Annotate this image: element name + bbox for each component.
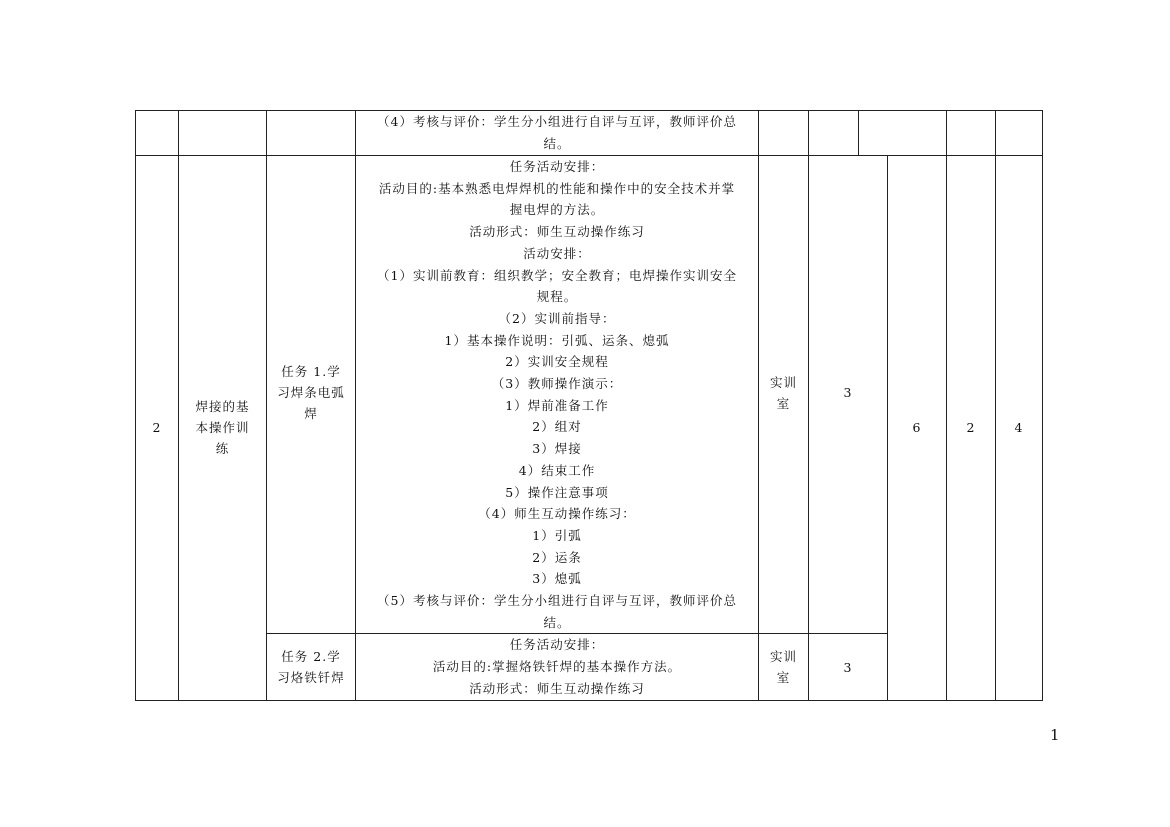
- cell-empty: [996, 111, 1043, 156]
- content-line: 1）引弧: [532, 527, 582, 543]
- content-line: 规程。: [536, 289, 578, 305]
- content-line: 3）熄弧: [532, 571, 582, 587]
- content-line: 活动目的:基本熟悉电焊焊机的性能和操作中的安全技术并掌: [378, 180, 736, 196]
- content-line: 1）基本操作说明：引弧、运条、熄弧: [444, 332, 670, 348]
- task1-place: [759, 156, 809, 634]
- content-line: （4）师生互动操作练习：: [478, 506, 636, 522]
- teaching-plan-table: [135, 110, 1043, 701]
- content-line: （5）考核与评价：学生分小组进行自评与互评，教师评价总: [377, 593, 737, 609]
- task2-hours: 3: [809, 634, 888, 700]
- content-line: 任务活动安排：: [509, 159, 605, 174]
- content-line: 活动形式：师生互动操作练习: [469, 680, 645, 696]
- content-line: 2）运条: [532, 549, 582, 565]
- content-line: 握电焊的方法。: [509, 202, 605, 218]
- row-number: 2: [136, 156, 179, 701]
- task2-name: [267, 634, 356, 700]
- cell-module-empty: [179, 111, 267, 156]
- content-line: 4）结束工作: [518, 462, 596, 478]
- theory-hours: 2: [947, 156, 996, 701]
- content-line: （1）实训前教育：组织教学；安全教育；电焊操作实训安全: [377, 267, 737, 283]
- content-cell: [356, 111, 759, 156]
- content-line: 结。: [543, 136, 571, 151]
- content-line: 活动形式：师生互动操作练习: [469, 224, 645, 240]
- content-line: 活动安排：: [523, 245, 591, 261]
- task1-name: [267, 156, 356, 634]
- task2-place-text: 实训室: [769, 649, 797, 686]
- content-line: 任务活动安排：: [509, 637, 605, 653]
- task2-content: [356, 634, 759, 700]
- content-line: （2）实训前指导：: [498, 310, 616, 326]
- task1-hours: 3: [809, 156, 888, 634]
- cell-empty: [947, 111, 996, 156]
- task2-place: [759, 634, 809, 700]
- total-hours: 6: [888, 156, 947, 701]
- task2-name-text: 任务 2.学习烙铁钎焊: [277, 649, 345, 686]
- cell-place-empty: [759, 111, 809, 156]
- content-line: 1）焊前准备工作: [505, 397, 609, 413]
- content-line: 结。: [543, 614, 571, 630]
- content-line: （3）教师操作演示：: [491, 376, 623, 392]
- content-line: 2）实训安全规程: [505, 354, 609, 370]
- practice-hours: 4: [996, 156, 1043, 701]
- continuation-row: [136, 111, 1043, 156]
- content-line: （4）考核与评价：学生分小组进行自评与互评，教师评价总: [377, 114, 737, 130]
- task1-content: [356, 156, 759, 634]
- content-line: 3）焊接: [532, 441, 582, 457]
- inner-divider: [858, 111, 859, 156]
- module-name: [179, 156, 267, 701]
- task1-row: [136, 156, 1043, 634]
- content-line: 5）操作注意事项: [505, 484, 609, 500]
- task1-place-text: 实训室: [769, 375, 797, 411]
- task1-name-text: 任务 1.学习焊条电弧焊: [277, 364, 345, 421]
- cell-hours-split: [809, 111, 947, 156]
- cell-no-empty: [136, 111, 179, 156]
- module-name-text: 焊接的基本操作训练: [195, 399, 250, 457]
- content-line: 2）组对: [532, 419, 582, 435]
- page-number: 1: [1050, 726, 1060, 744]
- cell-task-empty: [267, 111, 356, 156]
- content-line: 活动目的:掌握烙铁钎焊的基本操作方法。: [432, 659, 682, 675]
